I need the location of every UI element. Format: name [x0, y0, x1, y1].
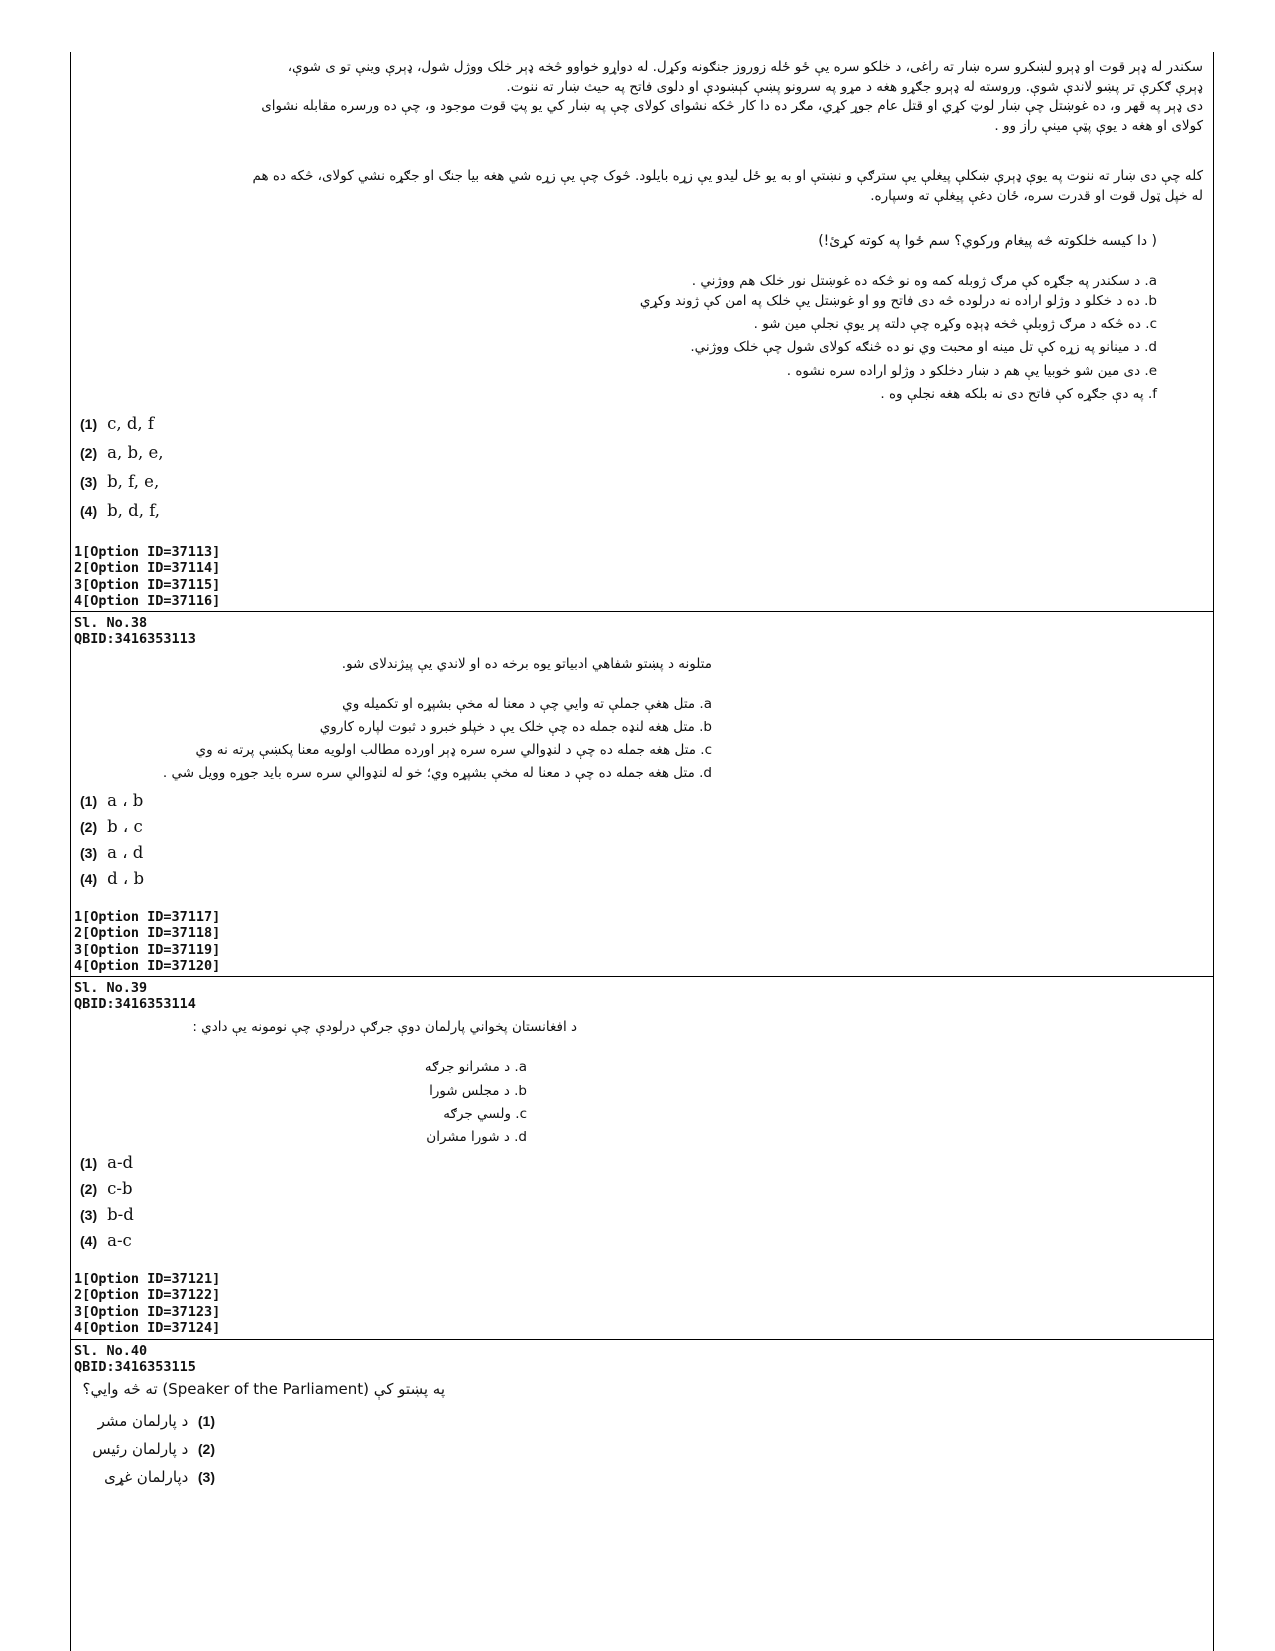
option-3[interactable]	[104, 1468, 215, 1486]
option-number: (1)	[197, 1413, 215, 1429]
option-id: 4[Option ID=37124]	[74, 1319, 221, 1336]
option-id: 2[Option ID=37122]	[74, 1287, 221, 1304]
option-text: a, b, e,	[107, 443, 164, 462]
statement: a. متل هغې جملې ته وایي چې د معنا له مخې بشپړه او تکمیله وي	[342, 696, 712, 712]
option-number: (2)	[80, 1181, 98, 1197]
statement: d. د مینانو په زړه کې تل مینه او محبت وي نو ده څنګه کولای شول چې خلک ووژني.	[690, 339, 1157, 355]
option-1[interactable]	[98, 1412, 215, 1430]
option-text: b ، c	[107, 817, 143, 836]
option-id: 3[Option ID=37119]	[74, 941, 221, 958]
option-id: 2[Option ID=37118]	[74, 925, 221, 942]
option-1[interactable]	[80, 1153, 133, 1172]
option-id: 2[Option ID=37114]	[74, 560, 221, 577]
option-id: 1[Option ID=37121]	[74, 1271, 221, 1287]
option-number: (3)	[80, 474, 98, 490]
option-id-list	[74, 544, 220, 609]
passage-line: ډېرې ګکرې تر پښو لاندې شوې. وروسته له ډېرو جګړو هغه د مړو په سرونو پښې کېښودې او دلوی فاتح په حیث ښار ته ننوت.	[506, 79, 1203, 95]
option-text: دپارلمان غړی	[104, 1468, 189, 1486]
option-4[interactable]	[80, 501, 160, 520]
passage-line: سکندر له ډېر قوت او ډېرو لښکرو سره ښار ته راغی، د خلکو سره یې ځو ځله زوروز جنګونه وکړل. له دواړو خواوو څخه ډېر خلک ووژل شول، ډېرې وینې تو ی شوې،	[287, 59, 1203, 75]
option-number: (1)	[80, 416, 98, 432]
option-text: c-b	[107, 1179, 133, 1198]
option-id: 3[Option ID=37115]	[74, 576, 221, 593]
sl-number: Sl. No.39	[74, 980, 148, 996]
statement: b. د مجلس شورا	[429, 1083, 527, 1099]
passage-line: کله چې دی ښار ته ننوت په یوې ډېرې ښکلې پیغلې یې سترګې و نښتې او به یو ځل لیدو یې زړه بایلود. څوک چې یې زړه شي هغه بیا جنګ او جګړه نشي کولای، څکه ده هم	[252, 168, 1203, 184]
option-number: (4)	[80, 871, 98, 887]
statement: c. متل هغه جمله ده چې د لنډوالي سره سره ډېر اورده مطالب اولویه معنا پکښې پرته نه وي	[195, 742, 712, 758]
question-text: ( دا کیسه خلکوته څه پیغام ورکوي؟ سم ځوا په کوته کړئ!)	[818, 233, 1157, 249]
question-header	[74, 615, 196, 647]
question-header	[74, 980, 196, 1012]
option-id-list	[74, 909, 220, 974]
option-1[interactable]	[80, 414, 154, 433]
option-number: (4)	[80, 1233, 98, 1249]
option-text: b, f, e,	[107, 472, 160, 491]
sl-number: Sl. No.38	[74, 615, 148, 631]
option-id: 3[Option ID=37123]	[74, 1303, 221, 1320]
option-4[interactable]	[80, 1231, 132, 1250]
option-id: 4[Option ID=37120]	[74, 957, 221, 974]
option-3[interactable]	[80, 472, 159, 491]
passage-line: کولای او هغه د یوې پټې مینې راز وو .	[994, 118, 1203, 134]
statement: c. ده څکه د مرګ ژوبلې څخه ډېډه وکړه چې دلته پر یوې نجلې مین شو .	[753, 316, 1157, 332]
option-text: a ، b	[107, 791, 144, 810]
option-number: (1)	[80, 1155, 98, 1171]
question-header	[74, 1343, 196, 1375]
option-2[interactable]	[80, 1179, 133, 1198]
statement: b. متل هغه لنډه جمله ده چې خلک یې د خپلو خبرو د ثبوت لپاره کاروي	[319, 719, 712, 735]
qbid: QBID:3416353114	[74, 996, 196, 1012]
divider	[70, 611, 1213, 612]
statement: f. په دې جګړه کې فاتح دی نه بلکه هغه نجلې وه .	[880, 386, 1157, 402]
statement: e. دی مین شو خوبیا یې هم د ښار دخلکو د وژلو اراده سره نشوه .	[786, 363, 1157, 379]
statement: b. ده د خکلو د وژلو اراده نه درلوده څه دی فاتح وو او غوښتل یې خلک په امن کې ژوند وکړي	[639, 293, 1157, 309]
sl-number: Sl. No.40	[74, 1343, 148, 1359]
option-text: د پارلمان رئیس	[92, 1440, 189, 1458]
option-2[interactable]	[80, 817, 143, 836]
option-id: 1[Option ID=37113]	[74, 544, 221, 560]
option-number: (3)	[197, 1469, 215, 1485]
option-2[interactable]	[80, 443, 164, 462]
option-text: b, d, f,	[107, 501, 160, 520]
question-text: په پښتو کې (Speaker of the Parliament) ته څه وایي؟	[82, 1380, 445, 1398]
passage-line: دی ډېر په قهر و، ده غوښتل چې ښار لوټ کړي او قتل عام جوړ کړي، مګر ده دا کار څکه نشوای کولای چې په ښار کي یو پټ قوت موجود و، چې ده ورسره مقابله نشوای	[261, 98, 1203, 114]
option-3[interactable]	[80, 1205, 134, 1224]
option-number: (1)	[80, 793, 98, 809]
option-1[interactable]	[80, 791, 143, 810]
option-number: (3)	[80, 845, 98, 861]
option-number: (2)	[80, 445, 98, 461]
option-text: a-c	[107, 1231, 132, 1250]
divider	[70, 976, 1213, 977]
option-number: (2)	[80, 819, 98, 835]
statement: d. متل هغه جمله ده چې د معنا له مخې بشپړه وي؛ خو له لنډوالي سره سره باید جوړه وویل شي .	[162, 765, 712, 781]
divider	[70, 1339, 1213, 1340]
option-id-list	[74, 1271, 220, 1336]
option-id: 4[Option ID=37116]	[74, 592, 221, 609]
option-id: 1[Option ID=37117]	[74, 909, 221, 925]
option-text: a ، d	[107, 843, 144, 862]
option-text: d ، b	[107, 869, 145, 888]
statement: a. د سکندر په جګړه کې مرګ ژوبله کمه وه نو څکه ده غوښتل نور خلک هم ووژني .	[691, 273, 1157, 289]
option-3[interactable]	[80, 843, 143, 862]
qbid: QBID:3416353115	[74, 1359, 196, 1375]
question-text: د افغانستان پخواني پارلمان دوې جرګې درلودې چې نومونه یې دادي :	[192, 1019, 577, 1035]
passage-line: له خپل ټول قوت او قدرت سره، ځان دغې پیغلې ته وسپاره.	[870, 188, 1203, 204]
option-text: د پارلمان مشر	[97, 1412, 189, 1430]
option-2[interactable]	[92, 1440, 215, 1458]
statement: c. ولسي جرګه	[443, 1106, 527, 1122]
qbid: QBID:3416353113	[74, 631, 196, 647]
option-text: b-d	[107, 1205, 134, 1224]
option-number: (4)	[80, 503, 98, 519]
option-4[interactable]	[80, 869, 144, 888]
statement: a. د مشرانو جرګه	[424, 1059, 527, 1075]
option-number: (3)	[80, 1207, 98, 1223]
option-number: (2)	[197, 1441, 215, 1457]
question-text: متلونه د پښتو شفاهي ادبیاتو یوه برخه ده او لاندي یې پیژندلای شو.	[341, 656, 712, 672]
option-text: a-d	[107, 1153, 134, 1172]
option-text: c, d, f	[107, 414, 155, 433]
statement: d. د شورا مشران	[426, 1129, 527, 1145]
